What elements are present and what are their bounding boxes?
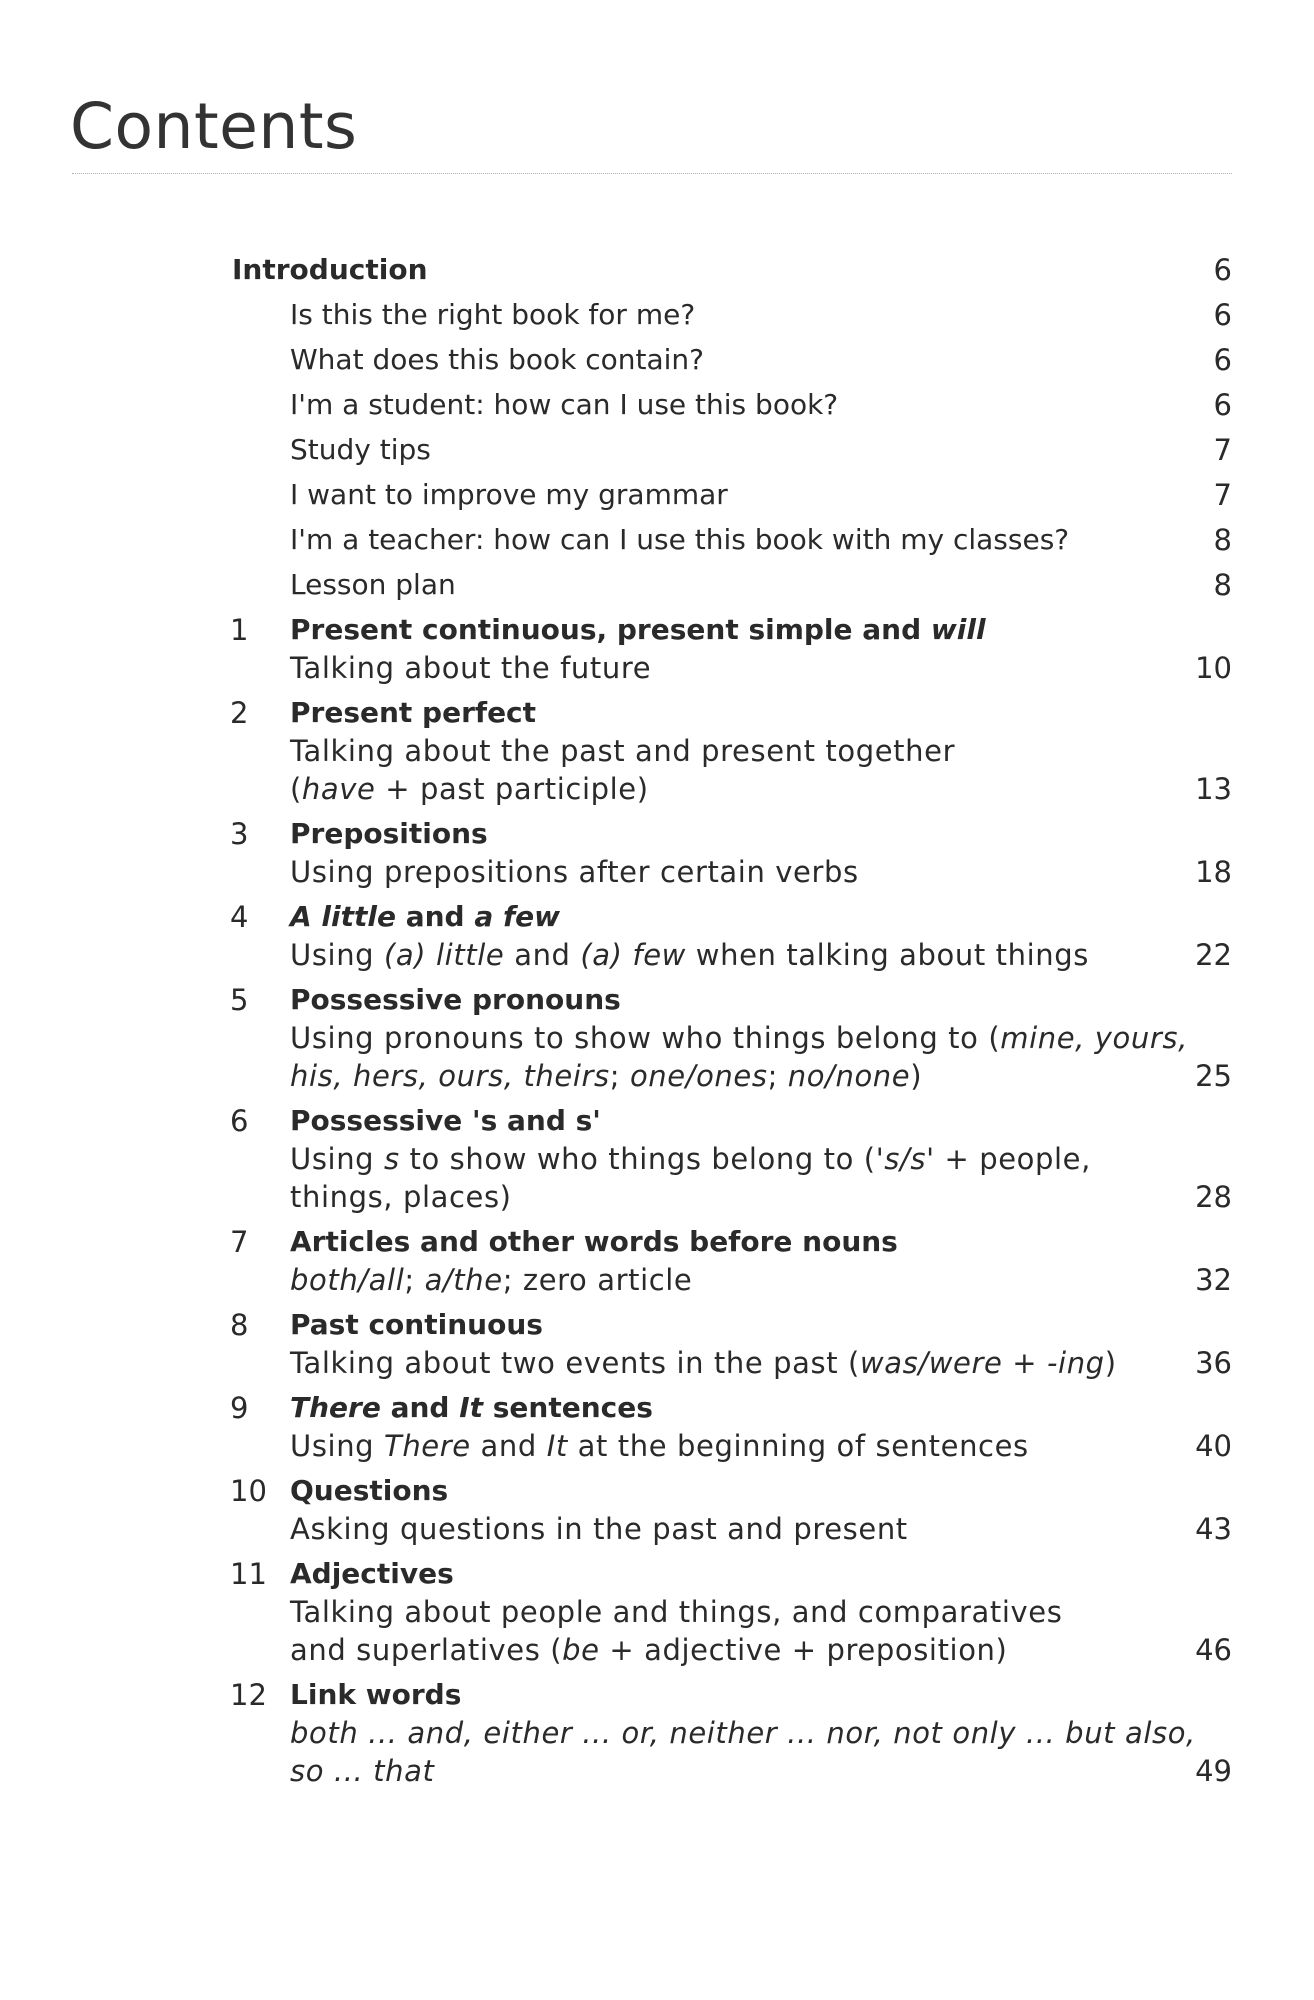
unit-title: Present perfect (290, 696, 537, 729)
unit-title: Prepositions (290, 817, 488, 850)
page-number: 8 (1213, 523, 1232, 557)
page-number: 28 (1195, 1180, 1232, 1214)
intro-item-label: What does this book contain? (290, 343, 705, 376)
toc-unit-11-title[interactable] (0, 1555, 1314, 1593)
toc-unit-2-desc-2 (0, 770, 1314, 808)
toc-unit-12-desc (0, 1714, 1314, 1752)
toc-unit-1-title[interactable] (0, 611, 1314, 649)
page-number: 43 (1195, 1512, 1232, 1546)
unit-title: Present continuous, present simple and will (290, 613, 986, 646)
toc-intro-item[interactable] (0, 476, 1314, 514)
page-number: 13 (1195, 772, 1232, 806)
unit-number: 12 (230, 1678, 267, 1712)
page-number: 49 (1195, 1754, 1232, 1788)
unit-title: There and It sentences (290, 1391, 653, 1424)
toc-unit-8-title[interactable] (0, 1306, 1314, 1344)
unit-number: 1 (230, 613, 249, 647)
toc-intro-item[interactable] (0, 386, 1314, 424)
intro-item-label: Is this the right book for me? (290, 298, 696, 331)
toc-unit-10-desc (0, 1510, 1314, 1548)
unit-description: Talking about two events in the past (was/were + -ing) (290, 1346, 1117, 1380)
unit-description: (have + past participle) (290, 772, 649, 806)
page-title: Contents (70, 90, 358, 163)
page-number: 8 (1213, 568, 1232, 602)
unit-title: Possessive 's and s' (290, 1104, 601, 1137)
toc-intro-heading[interactable] (0, 251, 1314, 289)
unit-number: 10 (230, 1474, 267, 1508)
toc-unit-12-desc-2 (0, 1752, 1314, 1790)
toc-unit-3-desc (0, 853, 1314, 891)
toc-unit-10-title[interactable] (0, 1472, 1314, 1510)
page-number: 6 (1213, 343, 1232, 377)
unit-description: Using There and It at the beginning of sentences (290, 1429, 1029, 1463)
page-number: 46 (1195, 1633, 1232, 1667)
unit-title: Link words (290, 1678, 462, 1711)
page-number: 25 (1195, 1059, 1232, 1093)
toc-unit-7-title[interactable] (0, 1223, 1314, 1261)
intro-item-label: Lesson plan (290, 568, 456, 601)
unit-title: Articles and other words before nouns (290, 1225, 898, 1258)
toc-intro-item[interactable] (0, 521, 1314, 559)
toc-unit-7-desc (0, 1261, 1314, 1299)
unit-description: Talking about the future (290, 651, 652, 685)
toc-unit-2-desc (0, 732, 1314, 770)
unit-description: Talking about people and things, and comparatives (290, 1595, 1063, 1629)
toc-intro-item[interactable] (0, 341, 1314, 379)
page-number: 22 (1195, 938, 1232, 972)
unit-number: 8 (230, 1308, 249, 1342)
toc-intro-item[interactable] (0, 566, 1314, 604)
unit-number: 11 (230, 1557, 267, 1591)
page-number: 6 (1213, 388, 1232, 422)
unit-title: Possessive pronouns (290, 983, 621, 1016)
toc-unit-8-desc (0, 1344, 1314, 1382)
page-number: 6 (1213, 298, 1232, 332)
page-number: 6 (1213, 253, 1232, 287)
unit-description: Talking about the past and present together (290, 734, 956, 768)
unit-title: A little and a few (290, 900, 561, 933)
intro-item-label: I'm a teacher: how can I use this book with my classes? (290, 523, 1070, 556)
toc-unit-5-title[interactable] (0, 981, 1314, 1019)
toc-intro-item[interactable] (0, 431, 1314, 469)
intro-item-label: I want to improve my grammar (290, 478, 728, 511)
intro-item-label: I'm a student: how can I use this book? (290, 388, 839, 421)
unit-description: Using (a) little and (a) few when talking about things (290, 938, 1089, 972)
unit-number: 5 (230, 983, 249, 1017)
page-number: 7 (1213, 478, 1232, 512)
toc-unit-2-title[interactable] (0, 694, 1314, 732)
page-number: 36 (1195, 1346, 1232, 1380)
toc-unit-9-desc (0, 1427, 1314, 1465)
unit-number: 4 (230, 900, 249, 934)
toc-unit-6-desc (0, 1140, 1314, 1178)
unit-number: 9 (230, 1391, 249, 1425)
unit-number: 7 (230, 1225, 249, 1259)
page-number: 7 (1213, 433, 1232, 467)
unit-description: Using pronouns to show who things belong to (mine, yours, (290, 1021, 1188, 1055)
toc-unit-11-desc-2 (0, 1631, 1314, 1669)
toc-unit-11-desc (0, 1593, 1314, 1631)
unit-description: both ... and, either ... or, neither ... nor, not only ... but also, (290, 1716, 1196, 1750)
unit-description: his, hers, ours, theirs; one/ones; no/none) (290, 1059, 923, 1093)
unit-description: things, places) (290, 1180, 512, 1214)
unit-title: Adjectives (290, 1557, 454, 1590)
intro-heading: Introduction (232, 253, 428, 286)
toc-unit-5-desc (0, 1019, 1314, 1057)
toc-unit-9-title[interactable] (0, 1389, 1314, 1427)
toc-unit-5-desc-2 (0, 1057, 1314, 1095)
unit-title: Past continuous (290, 1308, 543, 1341)
unit-description: Asking questions in the past and present (290, 1512, 908, 1546)
page-number: 10 (1195, 651, 1232, 685)
toc-unit-4-title[interactable] (0, 898, 1314, 936)
page-number: 18 (1195, 855, 1232, 889)
unit-number: 2 (230, 696, 249, 730)
intro-item-label: Study tips (290, 433, 431, 466)
toc-unit-3-title[interactable] (0, 815, 1314, 853)
unit-title: Questions (290, 1474, 449, 1507)
toc-unit-12-title[interactable] (0, 1676, 1314, 1714)
toc-intro-item[interactable] (0, 296, 1314, 334)
toc-unit-6-title[interactable] (0, 1102, 1314, 1140)
unit-description: Using prepositions after certain verbs (290, 855, 859, 889)
unit-description: Using s to show who things belong to ('s/s' + people, (290, 1142, 1091, 1176)
page-number: 40 (1195, 1429, 1232, 1463)
toc-unit-1-desc (0, 649, 1314, 687)
unit-description: both/all; a/the; zero article (290, 1263, 693, 1297)
toc-unit-4-desc (0, 936, 1314, 974)
toc-unit-6-desc-2 (0, 1178, 1314, 1216)
unit-description: so ... that (290, 1754, 435, 1788)
unit-description: and superlatives (be + adjective + preposition) (290, 1633, 1008, 1667)
page-number: 32 (1195, 1263, 1232, 1297)
unit-number: 6 (230, 1104, 249, 1138)
unit-number: 3 (230, 817, 249, 851)
